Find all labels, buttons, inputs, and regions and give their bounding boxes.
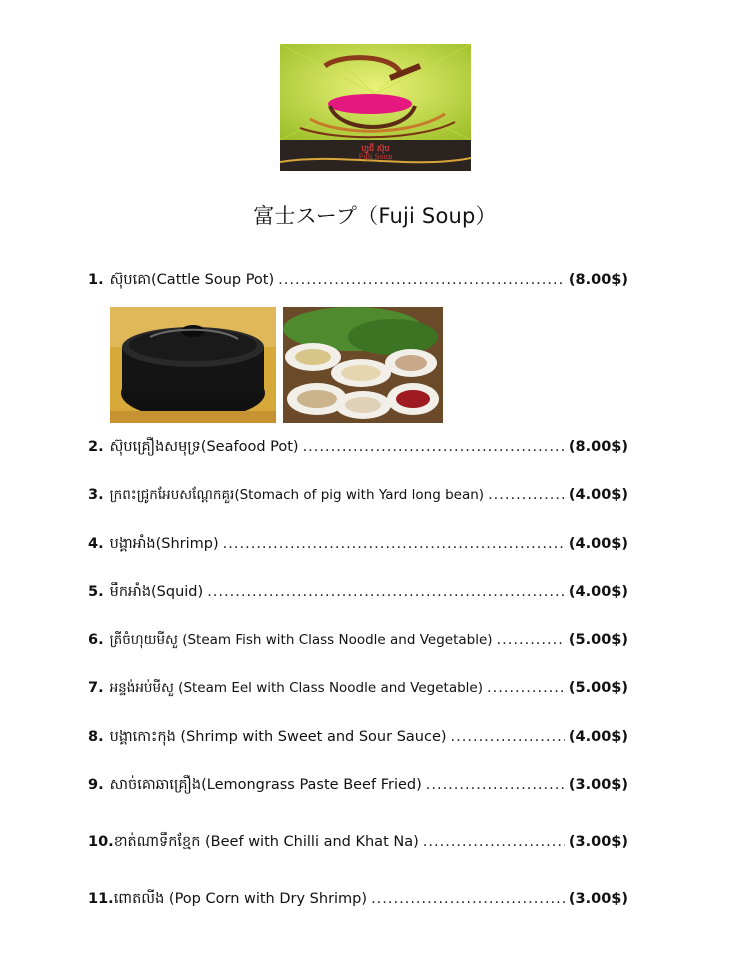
- clay-pot-photo: [110, 307, 276, 423]
- item-number: 4.: [88, 536, 104, 552]
- soup-ingredients-photo: [283, 307, 443, 423]
- item-name: បង្គាអាំង(Shrimp): [109, 536, 219, 552]
- menu-item: [88, 631, 628, 655]
- item-name: ពោតលីង (Pop Corn with Dry Shrimp): [113, 891, 368, 907]
- menu-item: [88, 583, 628, 607]
- item-price: (5.00$): [568, 680, 628, 696]
- dot-leader: [278, 272, 565, 288]
- menu-title: 富士スープ（Fuji Soup）: [253, 204, 497, 228]
- item-price: (4.00$): [568, 729, 628, 745]
- menu-item: [88, 776, 628, 800]
- item-name: មឹកអាំង(Squid): [109, 584, 204, 600]
- menu-item: [88, 679, 628, 703]
- item-name: ក្រពះជ្រូកអែបសណ្តែកគួរ(Stomach of pig with Yard long bean): [109, 487, 485, 503]
- item-price: (4.00$): [568, 536, 628, 552]
- item-price: (4.00$): [568, 584, 628, 600]
- item-name: បង្គាកោះកុង (Shrimp with Sweet and Sour Sauce): [109, 729, 447, 745]
- item-number: 2.: [88, 439, 104, 455]
- item-price: (3.00$): [568, 891, 628, 907]
- dot-leader: [207, 584, 565, 600]
- item-number: 8.: [88, 729, 104, 745]
- item-price: (5.00$): [568, 632, 628, 648]
- menu-item: [88, 833, 628, 857]
- logo-name-english: Fuji Soup: [358, 153, 393, 161]
- item-name: ស៊ុបគោ(Cattle Soup Pot): [109, 272, 275, 288]
- item-number: 9.: [88, 777, 104, 793]
- item-number: 11.: [88, 891, 114, 907]
- item-number: 10.: [88, 834, 114, 850]
- item-price: (8.00$): [568, 272, 628, 288]
- menu-item: [88, 535, 628, 559]
- item-name: ស៊ុបគ្រឿងសមុទ្រ(Seafood Pot): [109, 439, 299, 455]
- item-name: ត្រីចំហុយមីសួ (Steam Fish with Class Noodle and Vegetable): [109, 632, 493, 648]
- dot-leader: [487, 680, 565, 696]
- menu-item: [88, 890, 628, 914]
- dot-leader: [451, 729, 565, 745]
- menu-item: [88, 728, 628, 752]
- item-number: 5.: [88, 584, 104, 600]
- item-price: (8.00$): [568, 439, 628, 455]
- dot-leader: [423, 834, 565, 850]
- item-number: 7.: [88, 680, 104, 696]
- menu-item: [88, 271, 628, 295]
- item-number: 6.: [88, 632, 104, 648]
- logo-name-khmer: ហ្វូជី ស៊ុប: [361, 144, 390, 153]
- item-name: អន្ទង់អប់មីសួ (Steam Eel with Class Noodle and Vegetable): [109, 680, 483, 696]
- dot-leader: [371, 891, 565, 907]
- dot-leader: [497, 632, 565, 648]
- item-name: ខាត់ណាទឹកខ្មែក (Beef with Chilli and Khat Na): [113, 834, 419, 850]
- menu-item: [88, 486, 628, 510]
- item-price: (4.00$): [568, 487, 628, 503]
- dot-leader: [488, 487, 565, 503]
- dot-leader: [223, 536, 565, 552]
- item-number: 1.: [88, 272, 104, 288]
- item-price: (3.00$): [568, 777, 628, 793]
- dot-leader: [303, 439, 565, 455]
- menu-item: [88, 438, 628, 462]
- restaurant-logo: [280, 44, 471, 171]
- item-price: (3.00$): [568, 834, 628, 850]
- dot-leader: [426, 777, 565, 793]
- item-name: សាច់គោឆាគ្រឿង(Lemongrass Paste Beef Fried): [109, 777, 422, 793]
- item-number: 3.: [88, 487, 104, 503]
